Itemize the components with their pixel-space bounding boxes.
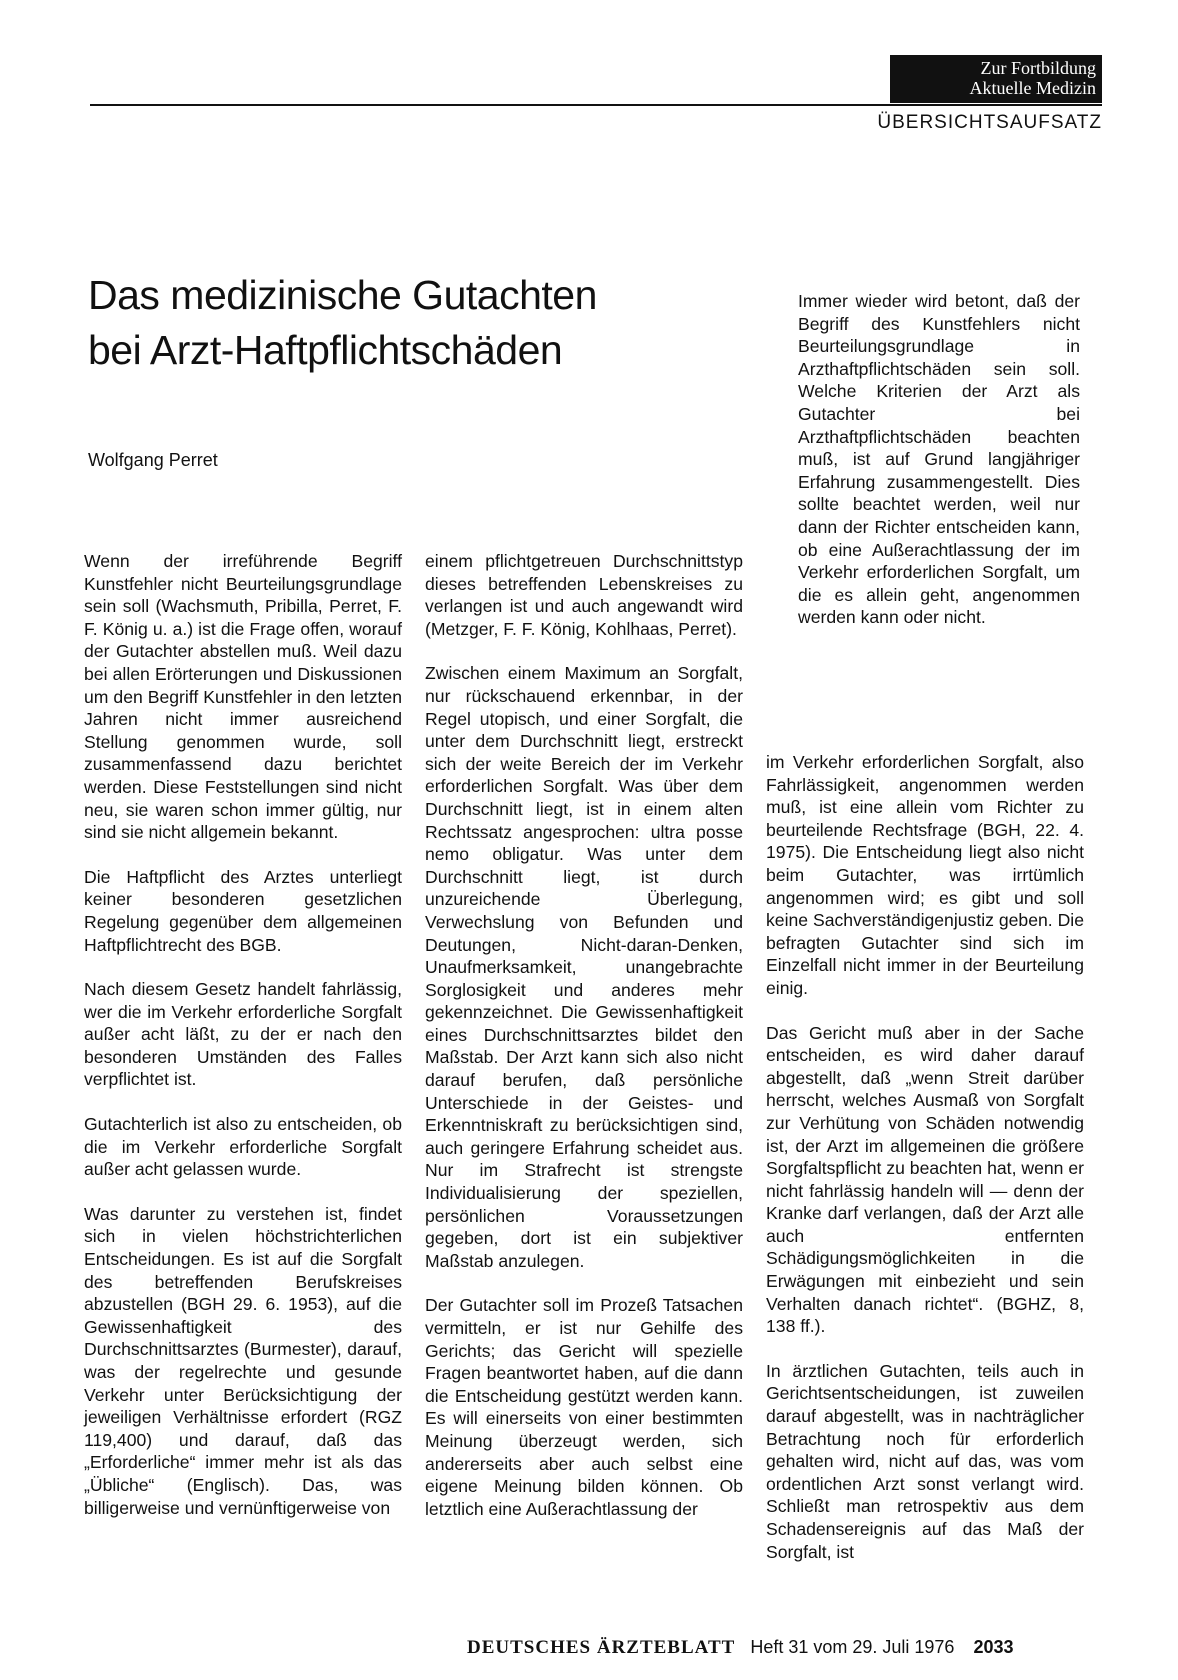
header-rule bbox=[90, 104, 1102, 106]
article-title bbox=[88, 268, 728, 378]
section-label: ÜBERSICHTSAUFSATZ bbox=[877, 112, 1102, 133]
author: Wolfgang Perret bbox=[88, 450, 218, 470]
section-tag bbox=[890, 55, 1102, 103]
paragraph: Zwischen einem Maximum an Sorgfalt, nur rückschauend erkennbar, in der Regel utopisch, und einer Sorgfalt, die unter dem Durchschnitt liegt, erstreckt sich der weite Bereich der im Verkehr erforderlichen Sorgfalt. Was über dem Durchschnitt liegt, ist in einem alten Rechtssatz angesprochen: ultra posse nemo obligatur. Was unter dem Durchschnitt liegt, ist durch unzureichende Überlegung, Verwechslung von Befunden und Deutungen, Nicht-daran-Denken, Unaufmerksamkeit, unangebrachte Sorglosigkeit und anderes mehr gekennzeichnet. Die Gewissenhaftigkeit eines Durchschnittsarztes bildet den Maßstab. Der Arzt kann sich also nicht darauf berufen, daß persönliche Unterschiede in der Geistes- und Erkenntniskraft zu berücksichtigen sind, auch geringere Erfahrung scheidet aus. Nur im Strafrecht ist strengste Individualisierung der speziellen, persönlichen Voraussetzungen gegeben, dort ist ein subjektiver Maßstab anzulegen. bbox=[425, 663, 743, 1271]
title-line-1: Das medizinische Gutachten bbox=[88, 272, 597, 318]
paragraph: Wenn der irreführende Begriff Kunstfehler nicht Beurteilungsgrundlage sein soll (Wachsmuth, Pribilla, Perret, F. F. König u. a.) ist die Frage offen, worauf der Gutachter abstellen muß. Weil dazu bei allen Erörterungen und Diskussionen um den Begriff Kunstfehler in den letzten Jahren nicht immer ausreichend Stellung genommen wurde, soll zusammenfassend dazu berichtet werden. Diese Feststellungen sind nicht neu, sie waren schon immer gültig, nur sind sie nicht allgemein bekannt. bbox=[84, 551, 402, 843]
paragraph: Gutachterlich ist also zu entscheiden, ob die im Verkehr erforderliche Sorgfalt außer acht gelassen wurde. bbox=[84, 1114, 402, 1180]
tag-line-1: Zur Fortbildung bbox=[980, 58, 1096, 78]
abstract-text: Immer wieder wird betont, daß der Begriff des Kunstfehlers nicht Beurteilungsgrundlage in Arzthaftpflichtschäden sein soll. Welche Kriterien der Arzt als Gutachter bei Arzthaftpflichtschäden beachten muß, ist auf Grund langjähriger Erfahrung zusammengestellt. Dies sollte beachtet werden, weil nur dann der Richter entscheiden kann, ob eine Außerachtlassung der im Verkehr erforderlichen Sorgfalt, um die es allein geht, angenommen werden kann oder nicht. bbox=[798, 291, 1080, 628]
paragraph: Nach diesem Gesetz handelt fahrlässig, wer die im Verkehr erforderliche Sorgfalt außer acht läßt, zu der er nach den besonderen Umständen des Falles verpflichtet ist. bbox=[84, 979, 402, 1090]
paragraph: Was darunter zu verstehen ist, findet sich in vielen höchstrichterlichen Entscheidungen. Es ist auf die Sorgfalt des betreffenden Berufskreises abzustellen (BGH 29. 6. 1953), auf die Gewissenhaftigkeit des Durchschnittsarztes (Burmester), darauf, was der regelrechte und gesunde Verkehr unter Berücksichtigung der jeweiligen Verhältnisse erfordert (RGZ 119,400) und darauf, daß das „Erforderliche“ immer mehr ist als das „Übliche“ (Englisch). Das, was billigerweise und vernünftigerweise von bbox=[84, 1203, 402, 1518]
column-3 bbox=[766, 751, 1084, 1585]
issue-info: Heft 31 vom 29. Juli 1976 bbox=[750, 1637, 955, 1657]
tag-line-2: Aktuelle Medizin bbox=[969, 78, 1096, 98]
column-2 bbox=[425, 550, 743, 1542]
title-line-2: bei Arzt-Haftpflichtschäden bbox=[88, 327, 563, 373]
paragraph: In ärztlichen Gutachten, teils auch in Gerichtsentscheidungen, ist zuweilen darauf abgestellt, was in nachträglicher Betrachtung noch für erforderlich gehalten wird, nicht auf das, was vom ordentlichen Arzt sonst verlangt wird. Schließt man retrospektiv aus dem Schadensereignis auf das Maß der Sorgfalt, ist bbox=[766, 1360, 1084, 1562]
column-1 bbox=[84, 550, 402, 1541]
journal-name: DEUTSCHES ÄRZTEBLATT bbox=[467, 1637, 736, 1658]
paragraph: Der Gutachter soll im Prozeß Tatsachen vermitteln, er ist nur Gehilfe des Gerichts; das Gericht will spezielle Fragen beantwortet haben, auf die dann die Entscheidung gestützt werden kann. Es will einerseits von einer bestimmten Meinung überzeugt werden, sich andererseits aber auch selbst eine eigene Meinung bilden können. Ob letztlich eine Außerachtlassung der bbox=[425, 1295, 743, 1519]
page-number: 2033 bbox=[973, 1637, 1014, 1657]
paragraph: im Verkehr erforderlichen Sorgfalt, also Fahrlässigkeit, angenommen werden muß, ist eine allein vom Richter zu beurteilende Rechtsfrage (BGH, 22. 4. 1975). Die Entscheidung liegt also nicht beim Gutachter, was irrtümlich angenommen wird; es gibt und soll keine Sachverständigenjustiz geben. Die befragten Gutachter sind sich im Einzelfall nicht immer in der Beurteilung einig. bbox=[766, 752, 1084, 998]
paragraph: Das Gericht muß aber in der Sache entscheiden, es wird daher darauf abgestellt, daß „wenn Streit darüber herrscht, welches Ausmaß von Sorgfalt zur Verhütung von Schäden notwendig ist, der Arzt im allgemeinen die größere Sorgfaltspflicht zu beachten hat, wenn er nicht fahrlässig handeln will — denn der Kranke darf verlangen, daß der Arzt alle auch entfernten Schädigungsmöglichkeiten in die Erwägungen mit einbezieht und sein Verhalten danach richtet“. (BGHZ, 8, 138 ff.). bbox=[766, 1022, 1084, 1337]
page-footer bbox=[467, 1637, 1014, 1659]
abstract bbox=[798, 290, 1080, 651]
paragraph: einem pflichtgetreuen Durchschnittstyp dieses betreffenden Lebenskreises zu verlangen ist und auch angewandt wird (Metzger, F. F. König, Kohlhaas, Perret). bbox=[425, 551, 743, 639]
paragraph: Die Haftpflicht des Arztes unterliegt keiner besonderen gesetzlichen Regelung gegenüber dem allgemeinen Haftpflichtrecht des BGB. bbox=[84, 866, 402, 955]
